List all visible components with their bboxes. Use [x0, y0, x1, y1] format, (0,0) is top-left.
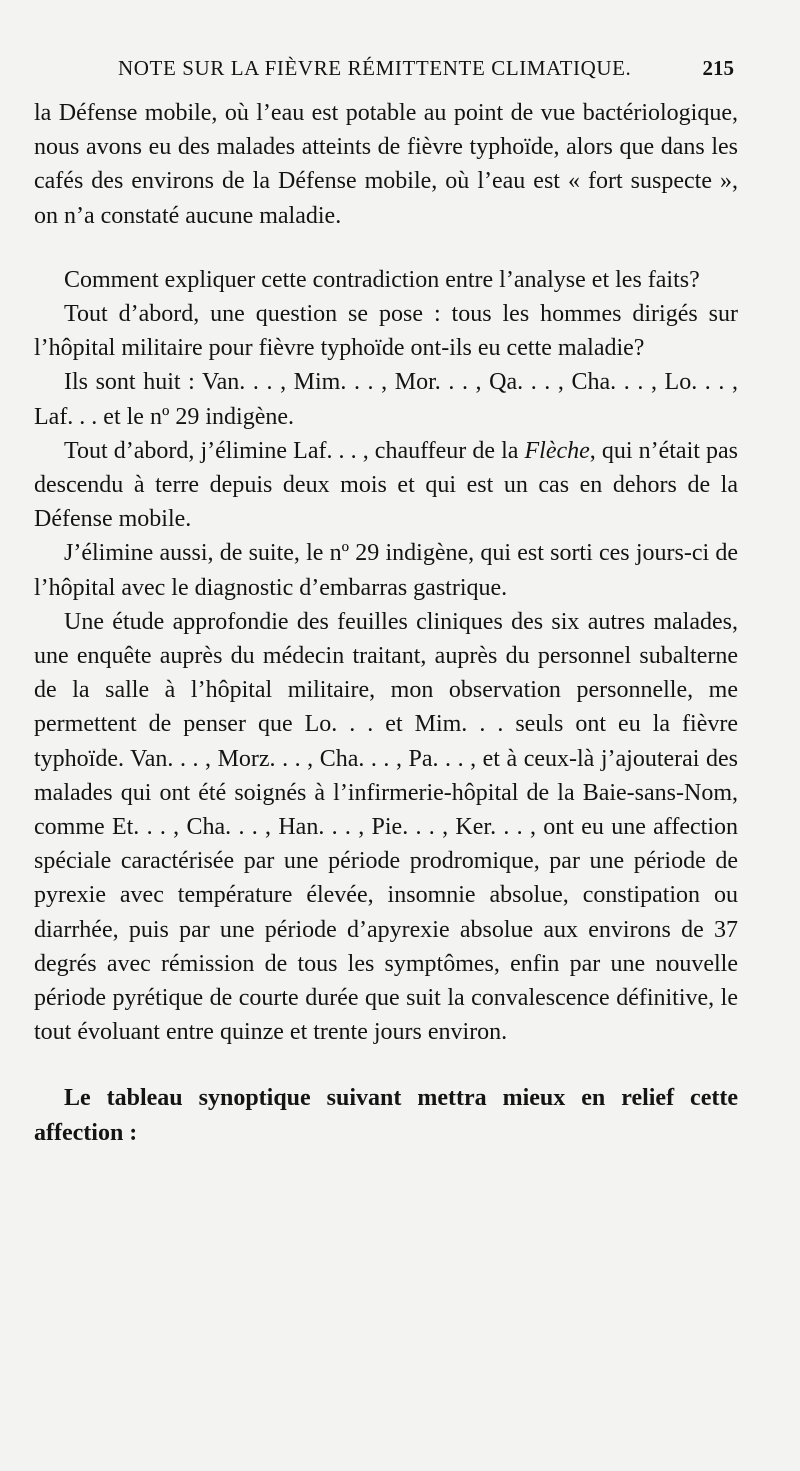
paragraph-elimination-29: J’élimine aussi, de suite, le nº 29 indigène, qui est sorti ces jours-ci de l’hôpital avec le diagnostic d’embarras gastrique.: [34, 540, 738, 601]
paragraph-table-intro: Le tableau synoptique suivant mettra mieux en relief cette affection :: [34, 1085, 738, 1146]
laf-text-after: , qui n’était pas descendu à terre depuis deux mois et qui est un cas en dehors de la Défense mobile.: [34, 437, 738, 533]
body-text: [34, 96, 738, 1150]
paragraph-continuation: la Défense mobile, où l’eau est potable au point de vue bactériologique, nous avons eu des malades atteints de fièvre typhoïde, alors que dans les cafés des environs de la Défense mobile, où l’eau est « fort suspecte », on n’a constaté aucune maladie.: [34, 100, 738, 229]
paragraph-question: Comment expliquer cette contradiction entre l’analyse et les faits?: [64, 266, 700, 293]
paragraph-gap: [34, 233, 738, 263]
paragraph-first-question: Tout d’abord, une question se pose : tous les hommes dirigés sur l’hôpital militaire pour fièvre typhoïde ont-ils eu cette maladie?: [34, 301, 738, 362]
page-number: 215: [702, 56, 734, 80]
running-head: [34, 56, 734, 86]
laf-text-before: Tout d’abord, j’élimine Laf. . . , chauffeur de la: [64, 437, 525, 464]
ship-name: Flèche: [524, 437, 590, 464]
paragraph-elimination-laf: [34, 434, 738, 537]
paragraph-study: Une étude approfondie des feuilles cliniques des six autres malades, une enquête auprès du médecin traitant, auprès du personnel subalterne de la salle à l’hôpital militaire, mon observation personnelle, me permettent de penser que Lo. . . et Mim. . . seuls ont eu la fièvre typhoïde. Van. . . , Morz. . . , Cha. . . , Pa. . . , et à ceux-là j’ajouterai des malades qui ont été soignés à l’infirmerie-hôpital de la Baie-sans-Nom, comme Et. . . , Cha. . . , Han. . . , Pie. . . , Ker. . . , ont eu une affection spéciale caractérisée par une période prodromique, par une période de pyrexie avec température élevée, insomnie absolue, constipation ou diarrhée, puis par une période d’apyrexie absolue aux environs de 37 degrés avec rémission de tous les symptômes, enfin par une nouvelle période pyrétique de courte durée que suit la convalescence définitive, le tout évoluant entre quinze et trente jours environ.: [34, 608, 738, 1046]
paragraph-gap: [34, 1049, 738, 1081]
running-title: NOTE SUR LA FIÈVRE RÉMITTENTE CLIMATIQUE.: [118, 56, 632, 80]
paragraph-patient-list: Ils sont huit : Van. . . , Mim. . . , Mor. . . , Qa. . . , Cha. . . , Lo. . . , Laf. . . et le nº 29 indigène.: [34, 369, 738, 430]
